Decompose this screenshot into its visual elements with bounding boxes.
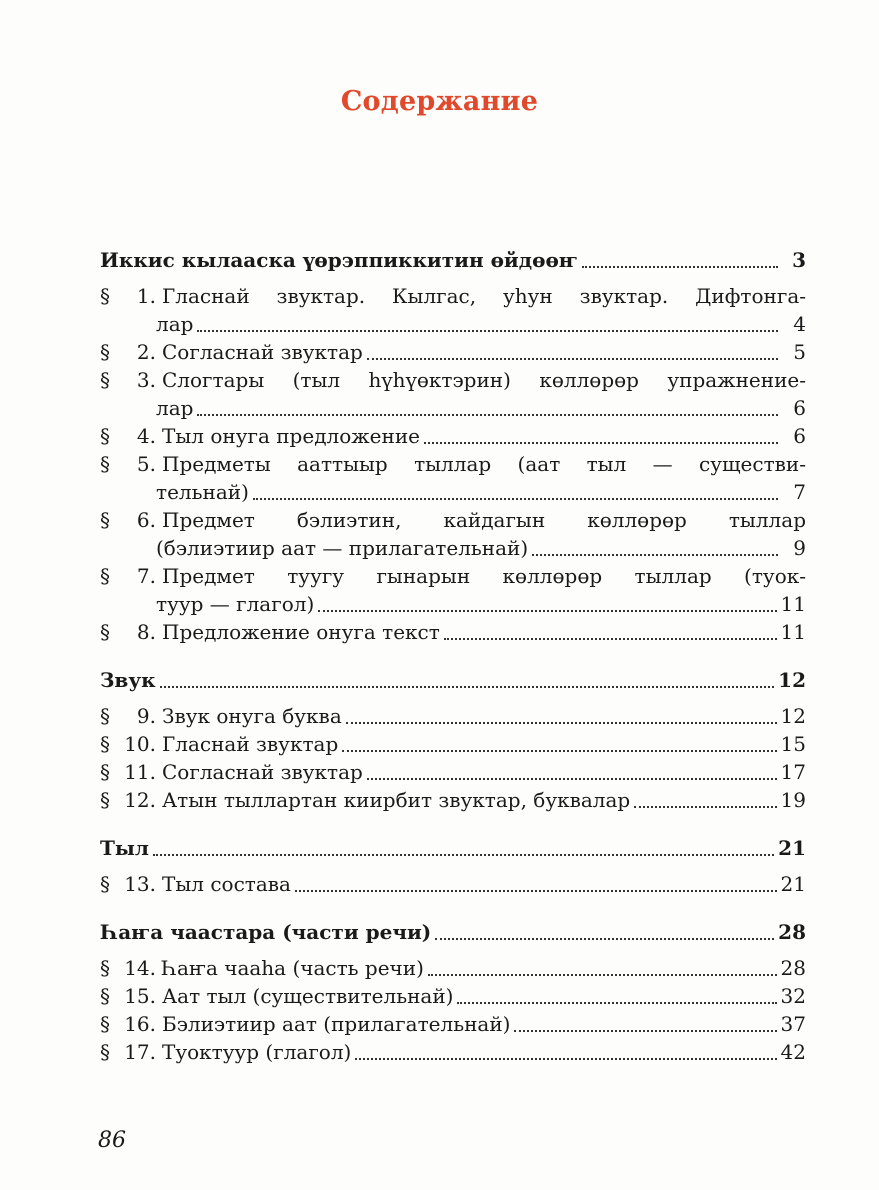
- section-sign: §: [100, 732, 110, 756]
- section-heading: [100, 834, 806, 862]
- toc-row: [100, 666, 806, 694]
- page-ref: 11: [780, 620, 806, 644]
- leader-dots: [634, 806, 776, 808]
- leader-dots: [253, 498, 778, 500]
- page-ref: 4: [793, 312, 806, 336]
- entry-number: 11.: [124, 760, 156, 784]
- page-ref: 42: [780, 1040, 806, 1064]
- toc-row: [100, 702, 806, 730]
- toc-row: [100, 590, 806, 618]
- page-ref: 6: [793, 396, 806, 420]
- page-ref: 11: [780, 592, 806, 616]
- entry-text: Атын тыллартан киирбит звуктар, буквалар: [162, 788, 631, 812]
- entry-text: Гласнай звуктар. Кылгас, уһун звуктар. Дифтонга-: [162, 284, 806, 308]
- toc-entry: [100, 366, 806, 422]
- entry-number: 14.: [124, 956, 156, 980]
- entry-number: 16.: [124, 1012, 156, 1036]
- section-sign: §: [100, 340, 110, 364]
- page-ref: 3: [792, 248, 806, 272]
- toc-entry: [100, 786, 806, 814]
- leader-dots: [457, 1002, 776, 1004]
- entry-text: Предметы ааттыыр тыллар (аат тыл — существи-: [162, 452, 806, 476]
- section-heading: [100, 666, 806, 694]
- toc-row: [100, 786, 806, 814]
- leader-dots: [160, 686, 775, 688]
- entry-text: Слогтары (тыл һүһүөктэрин) көллөрөр упражнение-: [162, 368, 806, 392]
- toc-row: [100, 562, 806, 590]
- section-sign: §: [100, 760, 110, 784]
- toc-entry: [100, 282, 806, 338]
- toc-row: [100, 506, 806, 534]
- leader-dots: [197, 414, 778, 416]
- entry-number: 8.: [136, 620, 156, 644]
- toc-row: [100, 730, 806, 758]
- entry-number: 17.: [124, 1040, 156, 1064]
- entry-number: 4.: [136, 424, 156, 448]
- toc-row: [100, 366, 806, 394]
- page-ref: 12: [778, 668, 806, 692]
- entry-number: 5.: [136, 452, 156, 476]
- toc-row: [100, 534, 806, 562]
- toc-row: [100, 394, 806, 422]
- toc-row: [100, 954, 806, 982]
- section-sign: §: [100, 984, 110, 1008]
- leader-dots: [514, 1030, 776, 1032]
- toc-entry: [100, 450, 806, 506]
- toc-row: [100, 450, 806, 478]
- table-of-contents: [100, 246, 806, 1086]
- toc-entry: [100, 562, 806, 618]
- entry-number: 6.: [136, 508, 156, 532]
- section-sign: §: [100, 424, 110, 448]
- leader-dots: [318, 610, 776, 612]
- page-ref: 21: [780, 872, 806, 896]
- entry-number: 10.: [124, 732, 156, 756]
- entry-text: тельнай): [156, 480, 249, 504]
- leader-dots: [367, 778, 777, 780]
- entry-text: Предмет бэлиэтин, кайдагын көллөрөр тыллар: [162, 508, 806, 532]
- section-sign: §: [100, 284, 110, 308]
- toc-row: [100, 478, 806, 506]
- leader-dots: [355, 1058, 776, 1060]
- toc-row: [100, 338, 806, 366]
- heading-text: Звук: [100, 668, 156, 692]
- leader-dots: [532, 554, 778, 556]
- heading-text: Тыл: [100, 836, 150, 860]
- leader-dots: [424, 442, 778, 444]
- entry-text: (бэлиэтиир аат — прилагательнай): [156, 536, 529, 560]
- toc-entry: [100, 758, 806, 786]
- toc-section: [100, 666, 806, 814]
- toc-entry: [100, 1038, 806, 1066]
- entry-text: Согласнай звуктар: [162, 340, 363, 364]
- page-ref: 28: [780, 956, 806, 980]
- leader-dots: [346, 722, 777, 724]
- section-heading: [100, 246, 806, 274]
- section-heading: [100, 918, 806, 946]
- section-sign: §: [100, 1012, 110, 1036]
- entry-number: 13.: [124, 872, 156, 896]
- entry-number: 2.: [136, 340, 156, 364]
- toc-row: [100, 982, 806, 1010]
- toc-entry: [100, 982, 806, 1010]
- section-sign: §: [100, 872, 110, 896]
- entry-number: 7.: [136, 564, 156, 588]
- entry-text: Звук онуга буква: [162, 704, 342, 728]
- entry-text: Гласнай звуктар: [162, 732, 339, 756]
- entry-text: Тыл онуга предложение: [162, 424, 420, 448]
- toc-entry: [100, 954, 806, 982]
- toc-row: [100, 870, 806, 898]
- page-ref: 9: [793, 536, 806, 560]
- toc-entry: [100, 506, 806, 562]
- toc-section: [100, 918, 806, 1066]
- toc-row: [100, 618, 806, 646]
- leader-dots: [435, 938, 774, 940]
- toc-entry: [100, 338, 806, 366]
- page-ref: 15: [780, 732, 806, 756]
- toc-row: [100, 282, 806, 310]
- toc-row: [100, 918, 806, 946]
- entry-number: 15.: [124, 984, 156, 1008]
- toc-row: [100, 246, 806, 274]
- leader-dots: [197, 330, 778, 332]
- heading-text: Һаҥа чаастара (части речи): [100, 920, 432, 944]
- section-sign: §: [100, 1040, 110, 1064]
- leader-dots: [582, 266, 778, 268]
- entry-text: Бэлиэтиир аат (прилагательнай): [162, 1012, 511, 1036]
- toc-section: [100, 246, 806, 646]
- toc-section: [100, 834, 806, 898]
- entry-text: лар: [156, 396, 194, 420]
- page-ref: 6: [793, 424, 806, 448]
- toc-entry: [100, 618, 806, 646]
- page-number: 86: [98, 1128, 126, 1153]
- toc-entry: [100, 702, 806, 730]
- page-ref: 12: [780, 704, 806, 728]
- heading-text: Иккис кылааска үөрэппиккитин өйдөөҥ: [100, 248, 578, 272]
- toc-entry: [100, 422, 806, 450]
- entry-text: Туоктуур (глагол): [162, 1040, 352, 1064]
- section-sign: §: [100, 620, 110, 644]
- entry-number: 3.: [136, 368, 156, 392]
- entry-text: Предложение онуга текст: [162, 620, 440, 644]
- page-ref: 19: [780, 788, 806, 812]
- toc-entry: [100, 730, 806, 758]
- entry-text: туур — глагол): [156, 592, 315, 616]
- page-ref: 32: [780, 984, 806, 1008]
- leader-dots: [367, 358, 778, 360]
- page-ref: 37: [780, 1012, 806, 1036]
- leader-dots: [428, 974, 777, 976]
- toc-row: [100, 422, 806, 450]
- toc-row: [100, 310, 806, 338]
- page-title: Содержание: [340, 86, 539, 117]
- section-sign: §: [100, 564, 110, 588]
- entry-text: Предмет туугу гынарын көллөрөр тыллар (туок-: [162, 564, 806, 588]
- section-sign: §: [100, 788, 110, 812]
- toc-row: [100, 1010, 806, 1038]
- section-sign: §: [100, 704, 110, 728]
- toc-row: [100, 758, 806, 786]
- entry-number: 1.: [136, 284, 156, 308]
- leader-dots: [295, 890, 777, 892]
- entry-number: 12.: [124, 788, 156, 812]
- section-sign: §: [100, 452, 110, 476]
- page-ref: 17: [780, 760, 806, 784]
- page-ref: 5: [793, 340, 806, 364]
- section-sign: §: [100, 368, 110, 392]
- toc-row: [100, 1038, 806, 1066]
- page-ref: 21: [778, 836, 806, 860]
- section-sign: §: [100, 956, 110, 980]
- entry-text: Һаҥа чааһа (часть речи): [162, 956, 424, 980]
- entry-text: Аат тыл (существительнай): [162, 984, 454, 1008]
- entry-text: Согласнай звуктар: [162, 760, 363, 784]
- entry-text: Тыл состава: [162, 872, 291, 896]
- leader-dots: [153, 854, 774, 856]
- page-ref: 7: [793, 480, 806, 504]
- leader-dots: [444, 638, 777, 640]
- leader-dots: [342, 750, 776, 752]
- toc-entry: [100, 1010, 806, 1038]
- page-ref: 28: [778, 920, 806, 944]
- toc-entry: [100, 870, 806, 898]
- entry-number: 9.: [136, 704, 156, 728]
- section-sign: §: [100, 508, 110, 532]
- toc-row: [100, 834, 806, 862]
- entry-text: лар: [156, 312, 194, 336]
